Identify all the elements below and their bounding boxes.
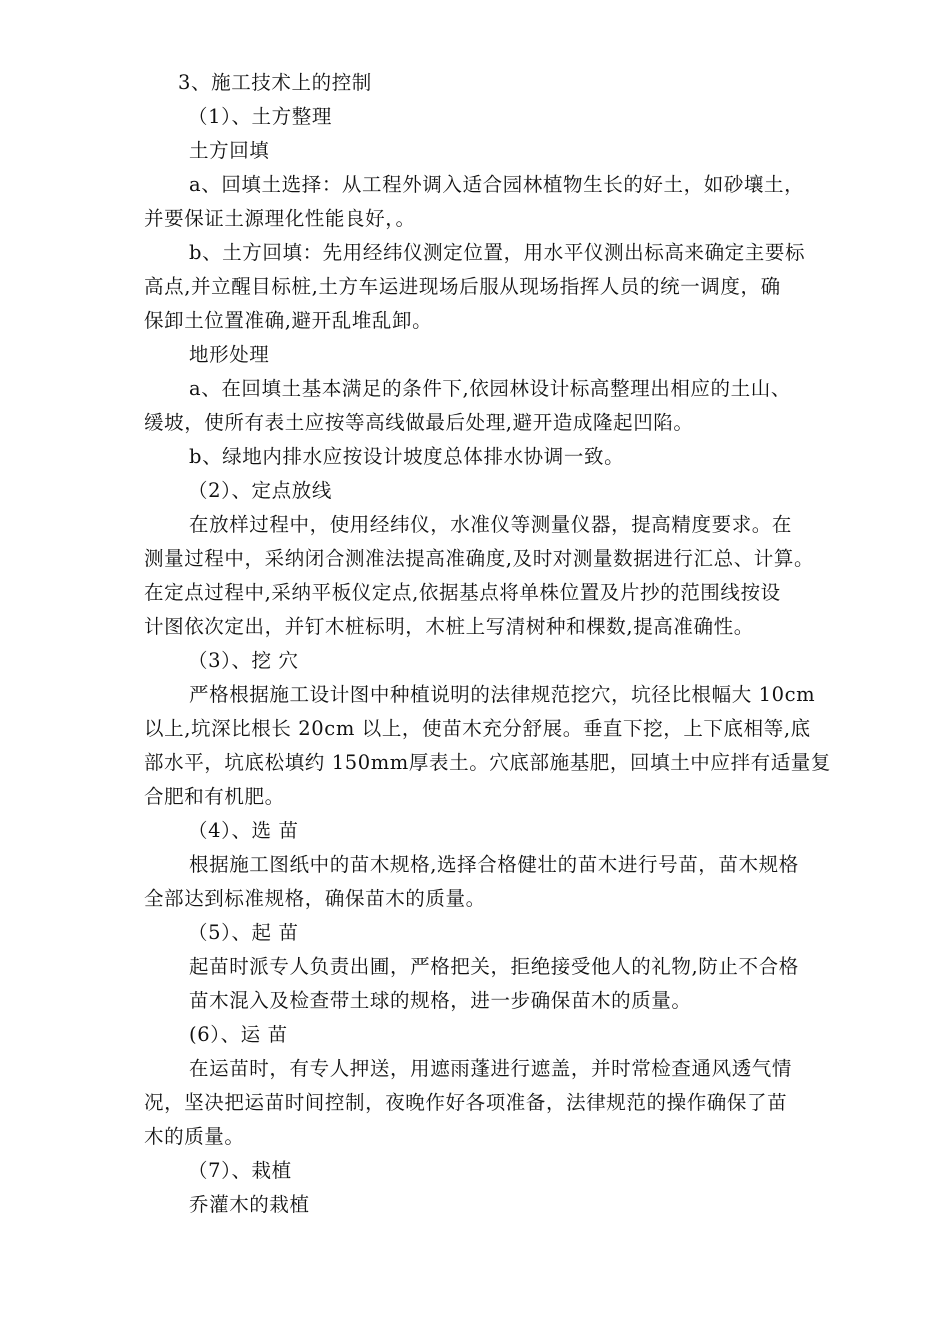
subsection-heading: （3）、挖 穴 [188,649,299,672]
paragraph-line: 起苗时派专人负责出圃，严格把关，拒绝接受他人的礼物,防止不合格 [189,955,799,978]
paragraph-line: 高点,并立醒目标桩,土方车运进现场后服从现场指挥人员的统一调度，确 [144,275,781,298]
paragraph-line: 在放样过程中，使用经纬仪，水准仪等测量仪器，提高精度要求。在 [189,513,793,536]
paragraph-line: 并要保证土源理化性能良好，。 [144,207,416,230]
paragraph-line: 在定点过程中,采纳平板仪定点,依据基点将单株位置及片抄的范围线按设 [144,581,781,604]
subsection-heading: （4）、选 苗 [188,819,299,842]
topic-heading: 地形处理 [189,343,270,366]
paragraph-line: b、土方回填：先用经纬仪测定位置，用水平仪测出标高来确定主要标 [189,241,806,264]
paragraph-line: 合肥和有机肥。 [144,785,285,808]
topic-heading: 土方回填 [189,139,270,162]
topic-heading: 乔灌木的栽植 [189,1193,310,1216]
section-heading: 3、施工技术上的控制 [178,71,372,94]
subsection-heading: （7）、栽植 [188,1159,292,1182]
paragraph-line: 以上,坑深比根长 20cm 以上，使苗木充分舒展。垂直下挖，上下底相等,底 [144,717,811,740]
paragraph-line: 全部达到标准规格，确保苗木的质量。 [144,887,486,910]
subsection-heading: (6）、运 苗 [189,1023,288,1046]
paragraph-line: 缓坡，使所有表土应按等高线做最后处理,避开造成隆起凹陷。 [144,411,694,434]
paragraph-line: a、在回填土基本满足的条件下,依园林设计标高整理出相应的土山、 [189,377,791,400]
paragraph-line: 木的质量。 [144,1125,245,1148]
subsection-heading: （2）、定点放线 [188,479,332,502]
document-body [144,66,896,1222]
paragraph-line: 部水平，坑底松填约 150mm厚表土。穴底部施基肥，回填土中应拌有适量复 [144,751,831,774]
paragraph-line: 计图依次定出，并钉木桩标明，木桩上写清树种和棵数,提高准确性。 [144,615,754,638]
paragraph-line: 根据施工图纸中的苗木规格,选择合格健壮的苗木进行号苗，苗木规格 [189,853,799,876]
paragraph-line: 保卸土位置准确,避开乱堆乱卸。 [144,309,433,332]
paragraph-line: 测量过程中，采纳闭合测准法提高准确度,及时对测量数据进行汇总、计算。 [144,547,815,570]
paragraph-line: 苗木混入及检查带土球的规格，进一步确保苗木的质量。 [189,989,692,1012]
paragraph-line: 严格根据施工设计图中种植说明的法律规范挖穴，坑径比根幅大 10cm [189,683,816,706]
paragraph-line: 在运苗时，有专人押送，用遮雨蓬进行遮盖，并时常检查通风透气情 [189,1057,793,1080]
paragraph-line: a、回填土选择：从工程外调入适合园林植物生长的好土，如砂壤土， [189,173,805,196]
subsection-heading: （1）、土方整理 [188,105,332,128]
subsection-heading: （5）、起 苗 [188,921,299,944]
paragraph-line: b、绿地内排水应按设计坡度总体排水协调一致。 [189,445,625,468]
paragraph-line: 况，坚决把运苗时间控制，夜晚作好各项准备，法律规范的操作确保了苗 [144,1091,788,1114]
